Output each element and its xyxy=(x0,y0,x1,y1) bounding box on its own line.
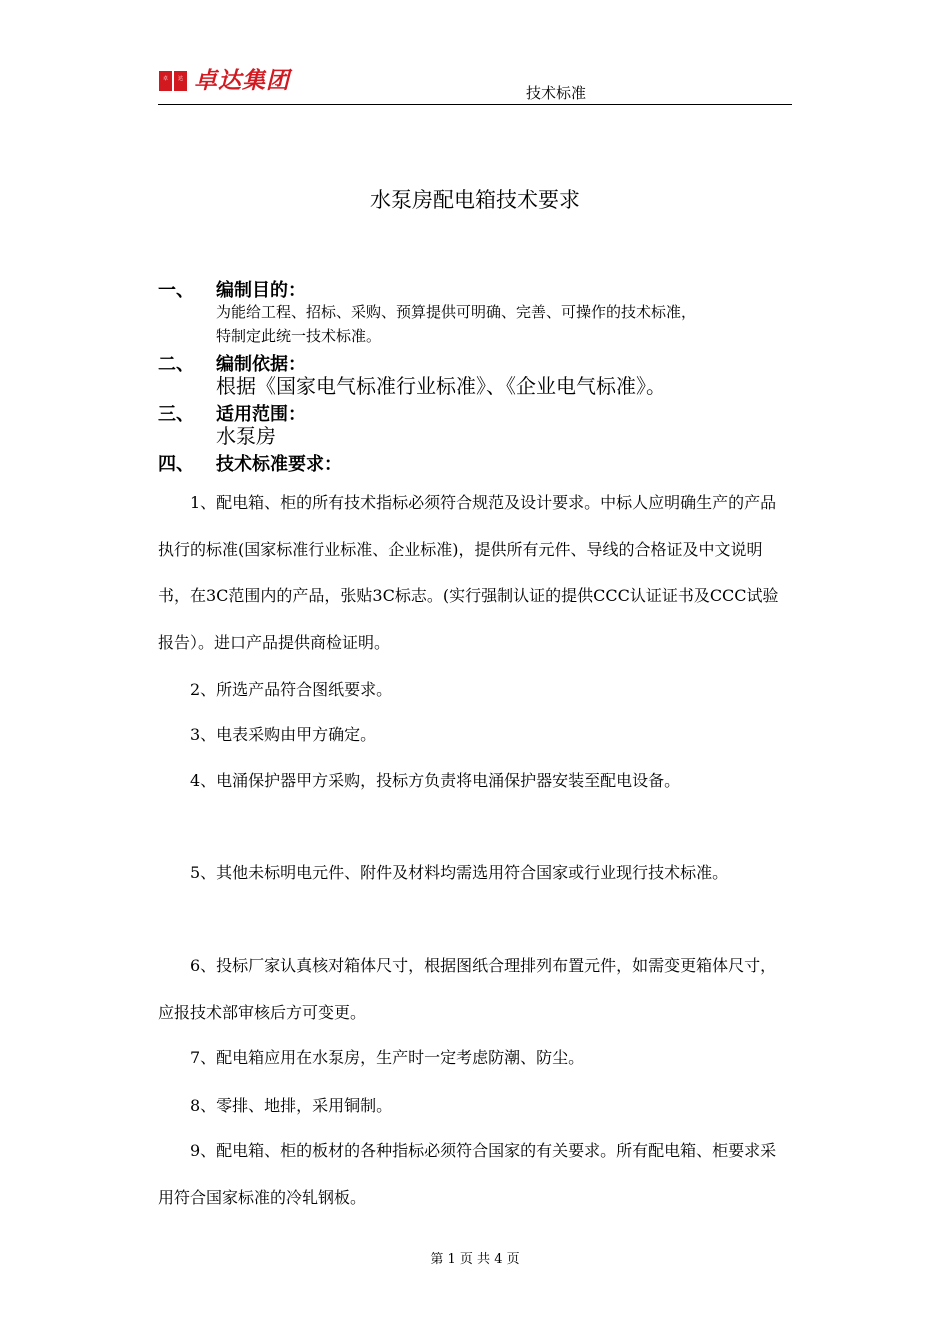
section-body xyxy=(216,424,276,448)
requirement-item: 1、配电箱、柜的所有技术指标必须符合规范及设计要求。中标人应明确生产的产品执行的标准(国家标准行业标准、企业标准)，提供所有元件、导线的合格证及中文说明书，在3C范围内的产品，张贴3C标志。(实行强制认证的提供CCC认证证书及CCC试验报告）。进口产品提供商检证明。 xyxy=(158,493,779,652)
section-title: 编制目的： xyxy=(216,280,306,301)
company-logo xyxy=(158,66,290,96)
requirement-item: 6、投标厂家认真核对箱体尺寸，根据图纸合理排列布置元件，如需变更箱体尺寸，应报技术部审核后方可变更。 xyxy=(158,956,777,1022)
section-body-line: 根据《国家电气标准行业标准》、《企业电气标准》。 xyxy=(216,374,666,398)
requirement-item: 2、所选产品符合图纸要求。 xyxy=(190,680,393,699)
section-heading xyxy=(158,350,306,376)
page-footer: 第 1 页 共 4 页 xyxy=(430,1252,520,1267)
document-title: 水泵房配电箱技术要求 xyxy=(370,188,580,212)
requirement-item: 5、其他未标明电元件、附件及材料均需选用符合国家或行业现行技术标准。 xyxy=(190,863,729,882)
logo-text: 卓达集团 xyxy=(194,67,290,94)
page-header xyxy=(158,66,792,105)
svg-text:达: 达 xyxy=(177,76,184,82)
section-body xyxy=(216,300,696,348)
section-body-line: 特制定此统一技术标准。 xyxy=(216,327,382,345)
section-heading xyxy=(158,276,306,302)
requirement-item: 8、零排、地排，采用铜制。 xyxy=(190,1096,393,1115)
section-title: 适用范围： xyxy=(216,404,306,425)
requirement-item: 3、电表采购由甲方确定。 xyxy=(190,725,377,744)
book-logo-icon xyxy=(158,69,188,93)
header-doc-category: 技术标准 xyxy=(525,84,586,102)
section-title: 技术标准要求： xyxy=(216,454,342,475)
section-number: 一、 xyxy=(158,280,194,301)
section-body-line: 为能给工程、招标、采购、预算提供可明确、完善、可操作的技术标准， xyxy=(216,303,697,321)
section-heading xyxy=(158,400,306,426)
section-body-line: 水泵房 xyxy=(216,424,276,448)
svg-text:卓: 卓 xyxy=(162,76,169,82)
section-number: 二、 xyxy=(158,354,194,375)
section-number: 三、 xyxy=(158,404,194,425)
section-body xyxy=(216,374,666,398)
section-number: 四、 xyxy=(158,454,194,475)
requirement-item: 4、电涌保护器甲方采购，投标方负责将电涌保护器安装至配电设备。 xyxy=(190,771,681,790)
requirement-item: 7、配电箱应用在水泵房，生产时一定考虑防潮、防尘。 xyxy=(190,1048,585,1067)
requirement-item: 9、配电箱、柜的板材的各种指标必须符合国家的有关要求。所有配电箱、柜要求采用符合国家标准的冷轧钢板。 xyxy=(158,1141,777,1207)
section-title: 编制依据： xyxy=(216,354,306,375)
section-heading xyxy=(158,450,342,476)
